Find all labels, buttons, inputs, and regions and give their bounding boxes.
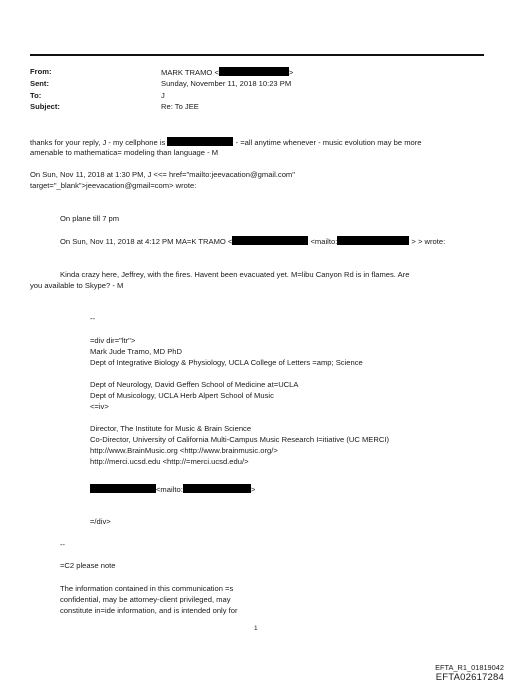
notice-line-1: The information contained in this communication =s (60, 584, 234, 593)
redaction-box (232, 236, 308, 245)
separator-dashes-2: -- (60, 540, 66, 549)
quote1-line-1: On Sun, Nov 11, 2018 at 1:30 PM, J <<= href="mailto:jeevacation@gmail.com" (30, 170, 295, 179)
sig-url-1[interactable]: http://www.BrainMusic.org <http://www.brainmusic.org/> (90, 446, 278, 455)
reply-line-1 (30, 137, 422, 148)
redaction-box (183, 484, 251, 493)
subject-value: Re: To JEE (161, 102, 199, 111)
fires-line-1: Kinda crazy here, Jeffrey, with the fires. Havent been evacuated yet. M=libu Canyon Rd is in flames. Are (60, 270, 410, 279)
quote2-post: > > wrote: (411, 237, 446, 246)
subject-label: Subject: (30, 102, 60, 111)
sig-dept-2: Dept of Neurology, David Geffen School of Medicine at=UCLA (90, 380, 299, 389)
redaction-box (167, 137, 233, 146)
sig-mailto: <mailto: (156, 485, 183, 494)
sig-dept-3: Dept of Musicology, UCLA Herb Alpert School of Music (90, 391, 274, 400)
redaction-box (337, 236, 409, 245)
sig-director: Director, The Institute for Music & Brain Science (90, 424, 252, 433)
sig-codirector: Co-Director, University of California Multi-Campus Music Research I=itiative (UC MERCI) (90, 435, 389, 444)
from-close: > (288, 68, 294, 77)
fires-line-2: you available to Skype? - M (30, 281, 124, 290)
reply-text-post: - =all anytime whenever - music evolution may be more (235, 138, 422, 147)
sent-label: Sent: (30, 79, 49, 88)
bates-number-1: EFTA_R1_01819042 (435, 663, 504, 672)
from-name: MARK TRAMO < (161, 68, 219, 77)
notice-line-3: constitute in=ide information, and is intended only for (60, 606, 238, 615)
to-value: J (161, 91, 165, 100)
sent-value: Sunday, November 11, 2018 10:23 PM (161, 79, 292, 88)
please-note: =C2 please note (60, 561, 116, 570)
quote1-line-2: target="_blank">jeevacation@gmail=com> wrote: (30, 181, 197, 190)
sig-name: Mark Jude Tramo, MD PhD (90, 347, 182, 356)
sig-mailto-close: > (250, 485, 256, 494)
sig-div-open: =div dir="ltr"> (90, 336, 136, 345)
reply-text-pre: thanks for your reply, J - my cellphone is (30, 138, 166, 147)
notice-line-2: confidential, may be attorney-client privileged, may (60, 595, 231, 604)
sig-url-2[interactable]: http://merci.ucsd.edu <http://=merci.ucsd.edu/> (90, 457, 249, 466)
to-label: To: (30, 91, 42, 100)
quote2-line (60, 236, 445, 247)
plane-line: On plane till 7 pm (60, 214, 120, 223)
reply-line-2: amenable to mathematica= modeling than language - M (30, 148, 219, 157)
bates-number-2: EFTA02617284 (435, 672, 504, 683)
redaction-box (219, 67, 289, 76)
page-number: 1 (254, 625, 258, 632)
sig-email-line (90, 484, 255, 495)
sig-dept-1: Dept of Integrative Biology & Physiology, UCLA College of Letters =amp; Science (90, 358, 363, 367)
redaction-box (90, 484, 156, 493)
header-rule (30, 54, 484, 56)
from-label: From: (30, 67, 52, 76)
from-value (161, 67, 293, 78)
sig-iv: <=iv> (90, 402, 109, 411)
separator-dashes: -- (90, 314, 96, 323)
quote2-mailto: <mailto: (310, 237, 338, 246)
sig-div-close: =/div> (90, 517, 111, 526)
quote2-pre: On Sun, Nov 11, 2018 at 4:12 PM MA=K TRAMO < (60, 237, 233, 246)
